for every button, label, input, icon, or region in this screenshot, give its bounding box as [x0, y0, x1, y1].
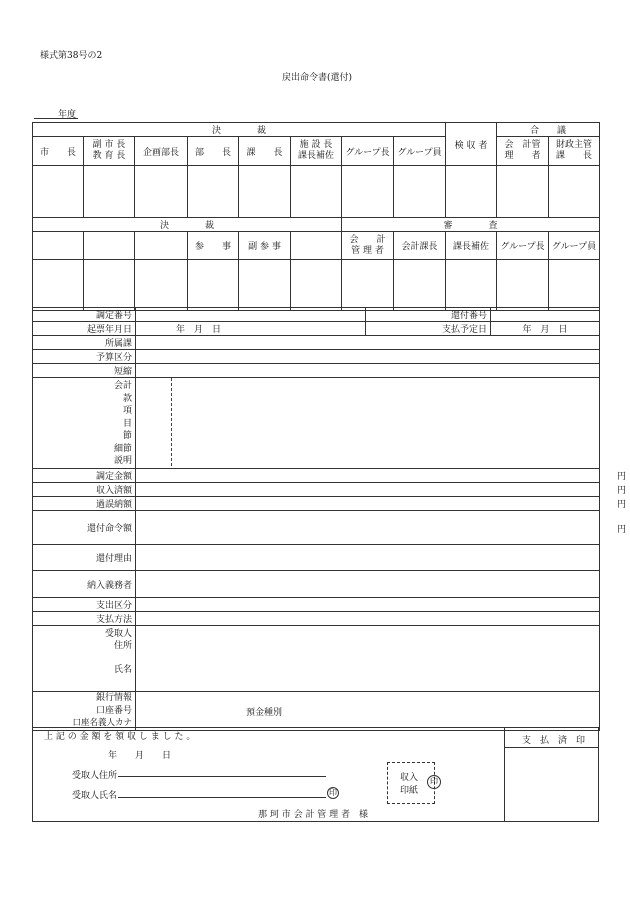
taxpayer-field[interactable]	[136, 571, 600, 598]
receipt-divider	[504, 727, 505, 822]
seal-cell[interactable]	[135, 166, 188, 218]
yen-unit: 円	[617, 486, 627, 496]
seal-mark-icon: 印	[329, 788, 337, 797]
refund-reason-field[interactable]	[136, 545, 600, 571]
yen-unit: 円	[617, 472, 627, 482]
group-member-header-2: グループ員	[549, 232, 600, 260]
seal-cell[interactable]	[291, 260, 342, 311]
approval-table-top	[32, 122, 600, 311]
dept-label: 所属課	[33, 336, 136, 350]
adjust-amount-field[interactable]	[136, 469, 627, 483]
summary-label: 短縮	[33, 364, 136, 378]
receipt-date[interactable]: 年 月 日	[108, 751, 172, 761]
audit-group-label: 審 査	[342, 218, 600, 232]
seal-cell[interactable]	[446, 166, 497, 218]
seal-cell[interactable]	[549, 260, 600, 311]
kan-label: 款	[122, 393, 132, 404]
receipt-statement: 上 記 の 金 額 を 領 収 し ま し た 。	[44, 732, 196, 742]
seal-cell[interactable]	[33, 166, 84, 218]
seal-cell[interactable]	[84, 166, 135, 218]
name-label: 氏名	[113, 665, 132, 675]
group-leader-header-2: グループ長	[497, 232, 549, 260]
group-member-header: グループ員	[394, 137, 446, 166]
account-items-labels	[33, 378, 136, 469]
receipt-address-label: 受取人住所	[72, 771, 118, 781]
adjust-no-label: 調定番号	[33, 308, 136, 322]
overpaid-field[interactable]	[136, 497, 627, 511]
section-chief-header: 課 長	[239, 137, 291, 166]
kou-label: 項	[122, 406, 132, 416]
seal-cell[interactable]	[188, 260, 239, 311]
decision-group-label: 決 裁	[33, 123, 446, 137]
accounting-manager-header: 会 計管 理 者	[497, 137, 549, 166]
seal-cell[interactable]	[497, 166, 549, 218]
refund-order-label: 還付命令額	[33, 511, 136, 545]
yen-unit: 円	[617, 525, 627, 535]
pay-method-label: 支払方法	[33, 612, 136, 626]
seal-cell[interactable]	[188, 166, 239, 218]
stamp-seal-icon: 印	[427, 775, 441, 789]
vice-mayor-header: 副 市 長 教 育 長	[84, 137, 135, 166]
holder-kana-label: 口座名義人カナ	[72, 718, 132, 729]
dept-field[interactable]	[136, 336, 600, 350]
received-field[interactable]	[136, 483, 627, 497]
seal-cell[interactable]	[239, 260, 291, 311]
account-type-label: 預金種別	[246, 708, 283, 718]
pay-date-field[interactable]: 年 月 日	[491, 322, 600, 336]
recipient-labels	[33, 626, 136, 692]
moku-label: 目	[122, 418, 132, 429]
refund-no-field[interactable]	[491, 308, 600, 322]
receipt-name-line[interactable]	[118, 797, 326, 798]
revenue-stamp-label1: 収入	[400, 773, 419, 783]
deputy-counselor-header: 副 参 事	[239, 232, 291, 260]
address-label: 住所	[113, 641, 132, 651]
details-table	[32, 307, 627, 731]
seal-cell[interactable]	[497, 260, 549, 311]
inspector-header: 検 収 者	[446, 123, 497, 166]
group-leader-header: グループ長	[342, 137, 394, 166]
adjust-amount-label: 調定金額	[33, 469, 136, 483]
receipt-address-line[interactable]	[118, 776, 326, 777]
summary-field[interactable]	[136, 364, 600, 378]
planning-director-header: 企画部長	[135, 137, 188, 166]
paid-seal-divider	[504, 747, 599, 748]
seal-cell[interactable]	[394, 166, 446, 218]
treasurer-header: 会 計 管 理 者	[342, 232, 394, 260]
director-header: 部 長	[188, 137, 239, 166]
receipt-name-label: 受取人氏名	[72, 791, 118, 801]
seal-cell[interactable]	[33, 260, 84, 311]
account-separator	[171, 378, 172, 466]
seal-cell[interactable]	[549, 166, 600, 218]
mayor-header: 市 長	[33, 137, 84, 166]
overpaid-label: 過誤納額	[33, 497, 136, 511]
draft-date-label: 起票年月日	[33, 322, 136, 336]
seal-cell[interactable]	[342, 166, 394, 218]
counselor-header: 参 事	[188, 232, 239, 260]
account-no-label: 口座番号	[95, 705, 132, 716]
draft-date-field[interactable]: 年 月 日	[136, 322, 366, 336]
recipient-field[interactable]	[136, 626, 600, 692]
form-number: 様式第38号の2	[40, 51, 103, 61]
bank-field[interactable]	[136, 692, 600, 731]
budget-field[interactable]	[136, 350, 600, 364]
seal-cell[interactable]	[239, 166, 291, 218]
consult-group-label: 合 議	[497, 123, 600, 137]
seal-cell[interactable]	[342, 260, 394, 311]
saisetsu-label: 細節	[113, 443, 132, 454]
refund-order-field[interactable]	[136, 511, 627, 545]
refund-no-label: 還付番号	[366, 308, 491, 322]
bank-labels	[33, 692, 136, 731]
pay-date-label: 支払予定日	[366, 322, 491, 336]
addressee: 那 珂 市 会 計 管 理 者 様	[258, 810, 369, 820]
refund-reason-label: 還付理由	[33, 545, 136, 571]
bank-label: 銀行情報	[95, 693, 132, 704]
setsu-label: 節	[122, 431, 132, 441]
assistant-chief-header: 課長補佐	[446, 232, 497, 260]
paid-seal-label: 支 払 済 印	[522, 736, 586, 746]
pay-class-label: 支出区分	[33, 598, 136, 612]
seal-cell[interactable]	[135, 260, 188, 311]
document-title: 戻出命令書(還付)	[282, 73, 353, 83]
received-label: 収入済額	[33, 483, 136, 497]
seal-cell[interactable]	[394, 260, 446, 311]
pay-method-field[interactable]	[136, 612, 600, 626]
facility-chief-header: 施 設 長 課長補佐	[291, 137, 342, 166]
pay-class-field[interactable]	[136, 598, 600, 612]
recipient-label: 受取人	[104, 629, 132, 639]
decision-group-label-2: 決 裁	[33, 218, 342, 232]
adjust-no-field[interactable]	[136, 308, 366, 322]
seal-cell[interactable]	[446, 260, 497, 311]
revenue-stamp-label2: 印紙	[400, 786, 419, 796]
account-items-field[interactable]	[136, 378, 600, 469]
account-label: 会計	[113, 381, 132, 391]
finance-chief-header: 財政主管 課 長	[549, 137, 600, 166]
seal-cell[interactable]	[291, 166, 342, 218]
seal-cell[interactable]	[84, 260, 135, 311]
fiscal-year-line	[34, 118, 78, 119]
budget-label: 予算区分	[33, 350, 136, 364]
yen-unit: 円	[617, 500, 627, 510]
accounting-chief-header: 会計課長	[394, 232, 446, 260]
fiscal-year-label: 年度	[58, 110, 77, 120]
taxpayer-label: 納入義務者	[33, 571, 136, 598]
explanation-label: 説明	[113, 456, 132, 466]
